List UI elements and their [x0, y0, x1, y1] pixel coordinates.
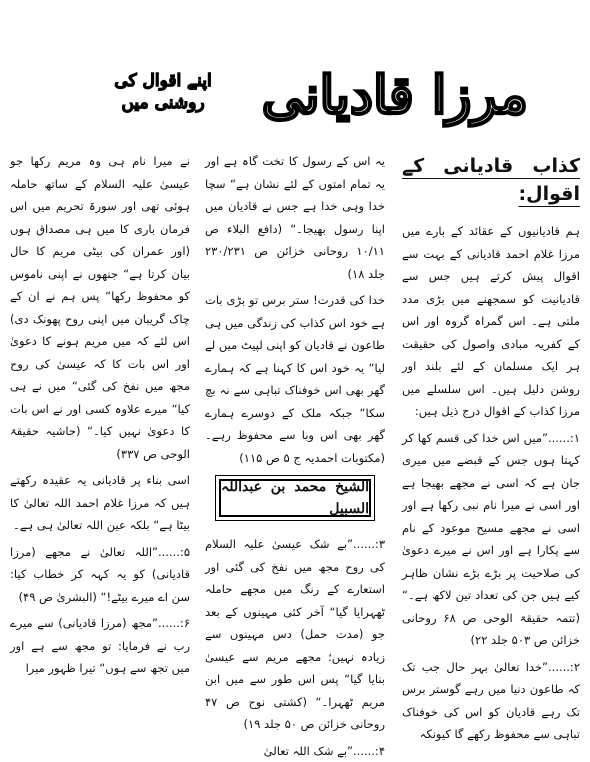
paragraph-belief: اسی بناء پر قادیانی یہ عقیدہ رکھتے ہیں کہ مرزا غلام احمد اللہ تعالیٰ کا بیٹا ہے“ بلکہ عین اللہ تعالیٰ ہی ہے۔ [10, 469, 190, 537]
author-box [219, 479, 371, 517]
banner-subtitle [88, 70, 238, 114]
quote-3: ۳:......”بے شک عیسیٰ علیہ السلام کی روح مجھ میں نفخ کی گئی اور استعارے کے رنگ میں مجھے حاملہ ٹھہرایا گیا“ آخر کئی مہینوں کے بعد جو (مدت حمل) دس مہینوں سے زیادہ نہیں؛ مجھے مریم سے عیسیٰ بنایا گیا“ پس اس طور سے میں ابن مریم ٹھہرا۔“ (کشتی نوح ص ۴۷ روحانی خزائن ص ۵۰ جلد ۱۹) [205, 533, 385, 736]
paragraph-taun: خدا کی قدرت! ستر برس تو بڑی بات ہے خود اس کذاب کی زندگی میں ہی طاعون نے قادیان کو اپنی لپیٹ میں لے لیا“ یہ خود اس کا کہنا ہے کہ ہمارے گھر بھی اس خوفناک تباہی سے نہ بچ سکا“ جبکہ ملک کے دوسرے ہمارے گھر بھی اس وبا سے محفوظ رہے۔ (مکتوبات احمدیہ ج ۵ ص ۱۱۵) [205, 289, 385, 469]
quote-1: ۱:......”میں اس خدا کی قسم کھا کر کہتا ہوں جس کے قبضے میں میری جان ہے کہ اسی نے مجھے بھیجا ہے اور اسی نے میرا نام نبی رکھا ہے اور اسی نے مجھے مسیح موعود کے نام سے پکارا ہے اور اس نے میرے دعویٰ کی صلاحیت پر بڑے بڑے نشان ظاہر کیے ہیں جن کی تعداد تین لاکھ ہے۔“ (تتمہ حقیقۃ الوحی ص ۶۸ روحانی خزائن ص ۵۰۳ جلد ۲۲) [402, 427, 580, 652]
quote-4-continued: نے میرا نام ہی وہ مریم رکھا جو عیسیٰ علیہ السلام کے ساتھ حاملہ ہوئی تھی اور سورۃ تحریم میں اس فرمان باری کا میں ہی مصداق ہوں (اور عمران کی بیٹی مریم کا حال بیان کرتا ہے“ جنھوں نے اپنی ناموس کو محفوظ رکھا“ پس ہم نے ان کے چاک گریبان میں اپنی روح پھونک دی) اس لئے کہ میں مریم ہونے کا دعویٰ اور اس بات کا کہ عیسیٰ کی روح مجھ میں نفخ کی گئی“ میں نے ہی کیا“ میرے علاوہ کسی اور نے اس بات کا دعویٰ نہیں کیا۔“ (حاشیہ حقیقۃ الوحی ص ۳۳۷) [10, 150, 190, 465]
quote-5: ۵:......”اللہ تعالیٰ نے مجھے (مرزا قادیانی) کو یہ کہہ کر خطاب کیا: سن اے میرے بیٹے!“ (البشریٰ ص ۴۹) [10, 541, 190, 609]
banner-subtitle-line-2: روشنی میں [88, 92, 238, 114]
column-left [10, 150, 190, 747]
section-heading: کذاب قادیانی کے اقوال: [402, 152, 580, 208]
quote-6: ۶:......”مجھ (مرزا قادیانی) سے میرے رب نے فرمایا: تو مجھ سے ہے اور میں تجھ سے ہوں“ تیرا ظہور میرا [10, 612, 190, 680]
banner-subtitle-line-1: اپنے اقوال کی [88, 70, 238, 92]
intro-paragraph: ہم قادیانیوں کے عقائد کے بارے میں مرزا غلام احمد قادیانی کے بہت سے اقوال پیش کرتے ہیں جس سے قادیانیت کو سمجھنے میں بڑی مدد ملتی ہے۔ اس گمراہ گروہ اور اس کے کفریہ مبادی واصول کی حقیقت ہر ایک مسلمان کے لئے بلند اور روشن دلیل ہیں۔ اس سلسلے میں مرزا کذاب کے اقوال درج ذیل ہیں: [402, 220, 580, 423]
quote-4-start: ۴:......”بے شک اللہ تعالیٰ [205, 740, 385, 762]
column-middle [205, 150, 385, 747]
paragraph-rasul: یہ اس کے رسول کا تخت گاہ ہے اور یہ تمام امتوں کے لئے نشان ہے“ سچا خدا وہی خدا ہے جس نے قادیان میں اپنا رسول بھیجا۔“ (دافع البلاء ص ۱۰/۱۱ روحانی خزائن ص ۲۳۰/۲۳۱ جلد ۱۸) [205, 150, 385, 285]
quote-2: ۲:......”خدا تعالیٰ بہر حال جب تک کہ طاعون دنیا میں رہے گوستر برس تک رہے قادیان کو اس کی خوفناک تباہی سے محفوظ رکھے گا کیونکہ [402, 656, 580, 746]
author-name: الشیخ محمد بن عبداللہ السبیل [221, 476, 369, 521]
column-right [402, 150, 580, 747]
banner-title: مرزا قادیانی [262, 64, 528, 128]
title-banner [88, 64, 528, 134]
